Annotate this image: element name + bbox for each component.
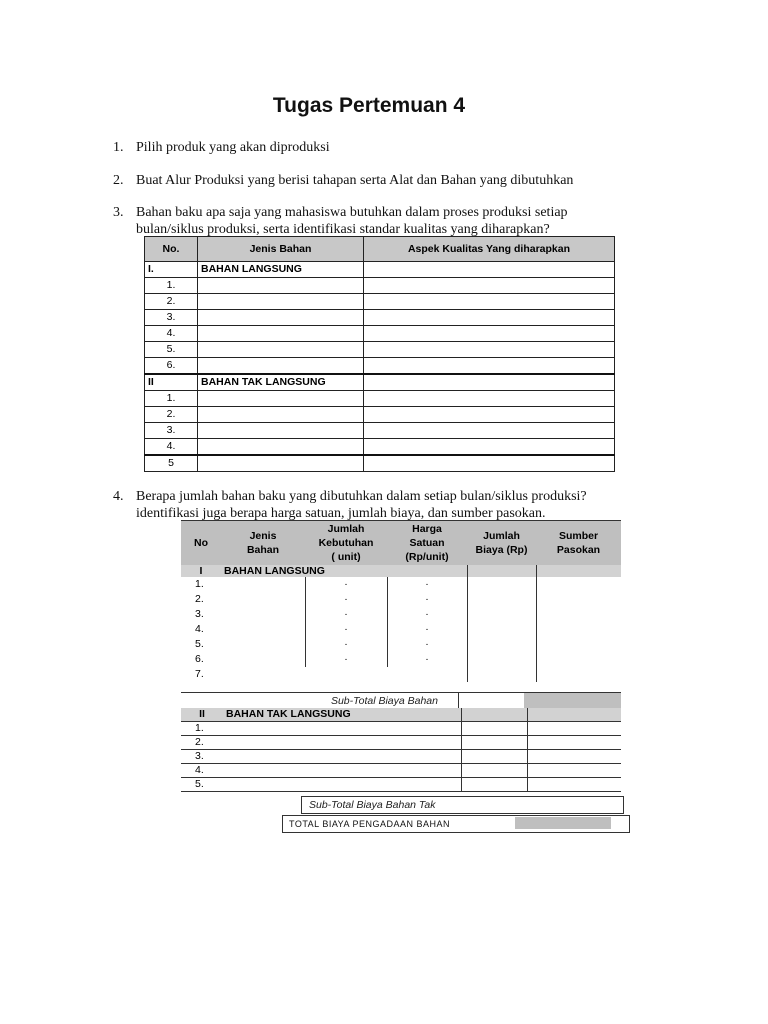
input-cell[interactable] [364,455,615,472]
header-jenis-bahan: Jenis Bahan [198,237,364,262]
input-cell[interactable] [198,294,364,310]
table-row [145,342,615,358]
table-row [181,667,621,682]
empty-cell [528,708,622,722]
input-cell[interactable] [364,391,615,407]
input-cell[interactable] [223,778,462,792]
indirect-cost-table [181,708,621,792]
header-no [181,521,221,566]
table-row [145,294,615,310]
header-jumlah-kebutuhan: Jumlah Kebutuhan ( unit) [305,521,387,566]
input-cell[interactable]: · [387,637,467,652]
row-index: 2. [145,294,198,310]
table-row [181,577,621,592]
subtotal-value-cell[interactable] [458,693,526,709]
table-row [181,592,621,607]
table-row [145,423,615,439]
section-number: II [181,708,223,722]
input-cell[interactable] [364,310,615,326]
input-cell[interactable] [462,750,528,764]
input-cell[interactable] [221,592,305,607]
input-cell[interactable] [462,778,528,792]
row-index: 4. [145,439,198,456]
task-number: 3. [113,205,124,220]
input-cell[interactable] [467,667,536,682]
page-title: Tugas Pertemuan 4 [272,94,466,117]
input-cell[interactable] [536,577,621,592]
grand-total-value-cell[interactable] [515,817,611,829]
input-cell[interactable] [528,722,622,736]
task-text: Buat Alur Produksi yang berisi tahapan serta Alat dan Bahan yang dibutuhkan [136,173,574,188]
table-row [145,278,615,294]
input-cell[interactable] [223,750,462,764]
empty-cell [364,262,615,278]
row-index: 2. [181,736,223,750]
section-label: BAHAN LANGSUNG [221,565,387,577]
input-cell[interactable]: · [305,577,387,592]
empty-cell [467,565,536,577]
row-index: 2. [195,593,204,605]
input-cell[interactable] [528,736,622,750]
input-cell[interactable] [198,358,364,375]
input-cell[interactable] [536,652,621,667]
input-cell[interactable] [364,439,615,456]
input-cell[interactable] [536,592,621,607]
input-cell[interactable]: · [387,592,467,607]
subtotal-indirect-row [301,796,624,814]
table-row [181,652,621,667]
task-number: 4. [113,489,124,504]
input-cell[interactable] [198,407,364,423]
input-cell[interactable] [221,577,305,592]
table-header-row [145,237,615,262]
input-cell[interactable] [536,622,621,637]
section-row [145,374,615,391]
input-cell[interactable] [467,637,536,652]
row-index: 3. [145,423,198,439]
input-cell[interactable] [223,722,462,736]
input-cell[interactable] [223,736,462,750]
input-cell[interactable]: · [305,592,387,607]
cost-table [181,520,621,682]
input-cell[interactable] [198,310,364,326]
row-index: 7. [195,668,204,680]
section-number: I [181,565,221,577]
input-cell[interactable] [462,736,528,750]
input-cell[interactable] [364,342,615,358]
input-cell[interactable] [467,622,536,637]
input-cell[interactable] [221,637,305,652]
header-text: No [194,537,208,549]
input-cell[interactable] [198,391,364,407]
table-row [145,326,615,342]
input-cell[interactable] [467,652,536,667]
table-row [181,607,621,622]
section-label: BAHAN TAK LANGSUNG [198,374,364,391]
input-cell[interactable] [198,455,364,472]
input-cell[interactable] [198,423,364,439]
task-text-line2: bulan/siklus produksi, serta identifikasi standar kualitas yang diharapkan? [136,222,550,237]
input-cell[interactable] [364,423,615,439]
row-index: 5 [145,455,198,472]
table-row [145,407,615,423]
table-row [181,778,621,792]
table-row [145,310,615,326]
input-cell[interactable] [221,652,305,667]
input-cell[interactable] [364,326,615,342]
input-cell[interactable] [364,407,615,423]
input-cell[interactable]: · [387,622,467,637]
input-cell[interactable] [221,667,305,682]
header-harga-satuan: Harga Satuan (Rp/unit) [387,521,467,566]
task-text: Bahan baku apa saja yang mahasiswa butuhkan dalam proses produksi setiap [136,205,568,220]
row-index: 5. [195,638,204,650]
table-header-row [181,521,621,566]
input-cell[interactable] [364,358,615,375]
input-cell[interactable]: · [387,652,467,667]
header-no: No. [145,237,198,262]
input-cell[interactable] [528,750,622,764]
input-cell[interactable] [528,778,622,792]
row-index: 4. [181,764,223,778]
input-cell[interactable]: · [387,607,467,622]
input-cell[interactable] [462,722,528,736]
section-row [181,565,621,577]
header-sumber-pasokan: Sumber Pasokan [536,521,621,566]
row-index: 5. [145,342,198,358]
table-row [145,455,615,472]
input-cell[interactable] [387,667,467,682]
input-cell[interactable] [462,764,528,778]
subtotal-indirect-label: Sub-Total Biaya Bahan Tak [309,799,436,811]
grand-total-row [282,815,630,833]
input-cell[interactable]: · [305,607,387,622]
task-number: 2. [113,173,124,188]
input-cell[interactable] [467,592,536,607]
empty-cell [462,708,528,722]
input-cell[interactable] [198,326,364,342]
row-index: 4. [195,623,204,635]
header-jumlah-biaya: Jumlah Biaya (Rp) [467,521,536,566]
empty-cell [364,374,615,391]
task-item-3 [113,204,568,238]
input-cell[interactable]: · [387,577,467,592]
empty-cell [536,565,621,577]
task-item-2 [113,172,573,189]
input-cell[interactable] [221,622,305,637]
input-cell[interactable] [221,607,305,622]
input-cell[interactable] [536,637,621,652]
section-label: BAHAN TAK LANGSUNG [223,708,462,722]
input-cell[interactable] [467,607,536,622]
empty-cell [387,565,467,577]
task-text: Pilih produk yang akan diproduksi [136,140,330,155]
row-index: 6. [145,358,198,375]
input-cell[interactable]: · [305,637,387,652]
section-label: BAHAN LANGSUNG [198,262,364,278]
table-row [181,736,621,750]
input-cell[interactable] [305,667,387,682]
subtotal-label: Sub-Total Biaya Bahan [330,695,438,707]
section-row [145,262,615,278]
input-cell[interactable] [364,278,615,294]
input-cell[interactable] [364,294,615,310]
task-item-4 [113,488,587,522]
task-number: 1. [113,140,124,155]
input-cell[interactable] [198,439,364,456]
quality-table [144,236,615,472]
subtotal-shaded-cell [524,693,621,709]
row-index: 1. [181,722,223,736]
task-text: Berapa jumlah bahan baku yang dibutuhkan dalam setiap bulan/siklus produksi? [136,489,587,504]
task-item-1 [113,139,330,156]
header-aspek-kualitas: Aspek Kualitas Yang diharapkan [364,237,615,262]
section-number: I. [145,262,198,278]
input-cell[interactable]: · [305,622,387,637]
input-cell[interactable] [536,607,621,622]
row-index: 3. [181,750,223,764]
row-index: 3. [195,608,204,620]
table-row [145,358,615,375]
table-row [181,764,621,778]
row-index: 5. [181,778,223,792]
row-index: 1. [195,578,204,590]
table-row [145,391,615,407]
input-cell[interactable]: · [305,652,387,667]
header-jenis-bahan: Jenis Bahan [221,521,305,566]
input-cell[interactable] [198,342,364,358]
row-index: 1. [145,391,198,407]
row-index: 1. [145,278,198,294]
table-row [145,439,615,456]
input-cell[interactable] [536,667,621,682]
table-row [181,637,621,652]
grand-total-label: TOTAL BIAYA PENGADAAN BAHAN [289,819,451,829]
input-cell[interactable] [467,577,536,592]
table-row [181,622,621,637]
section-row [181,708,621,722]
section-number: II [145,374,198,391]
row-index: 4. [145,326,198,342]
input-cell[interactable] [223,764,462,778]
input-cell[interactable] [528,764,622,778]
table-row [181,722,621,736]
input-cell[interactable] [198,278,364,294]
task-text-line2: identifikasi juga berapa harga satuan, jumlah biaya, dan sumber pasokan. [136,506,546,521]
row-index: 6. [195,653,204,665]
row-index: 2. [145,407,198,423]
row-index: 3. [145,310,198,326]
table-row [181,750,621,764]
